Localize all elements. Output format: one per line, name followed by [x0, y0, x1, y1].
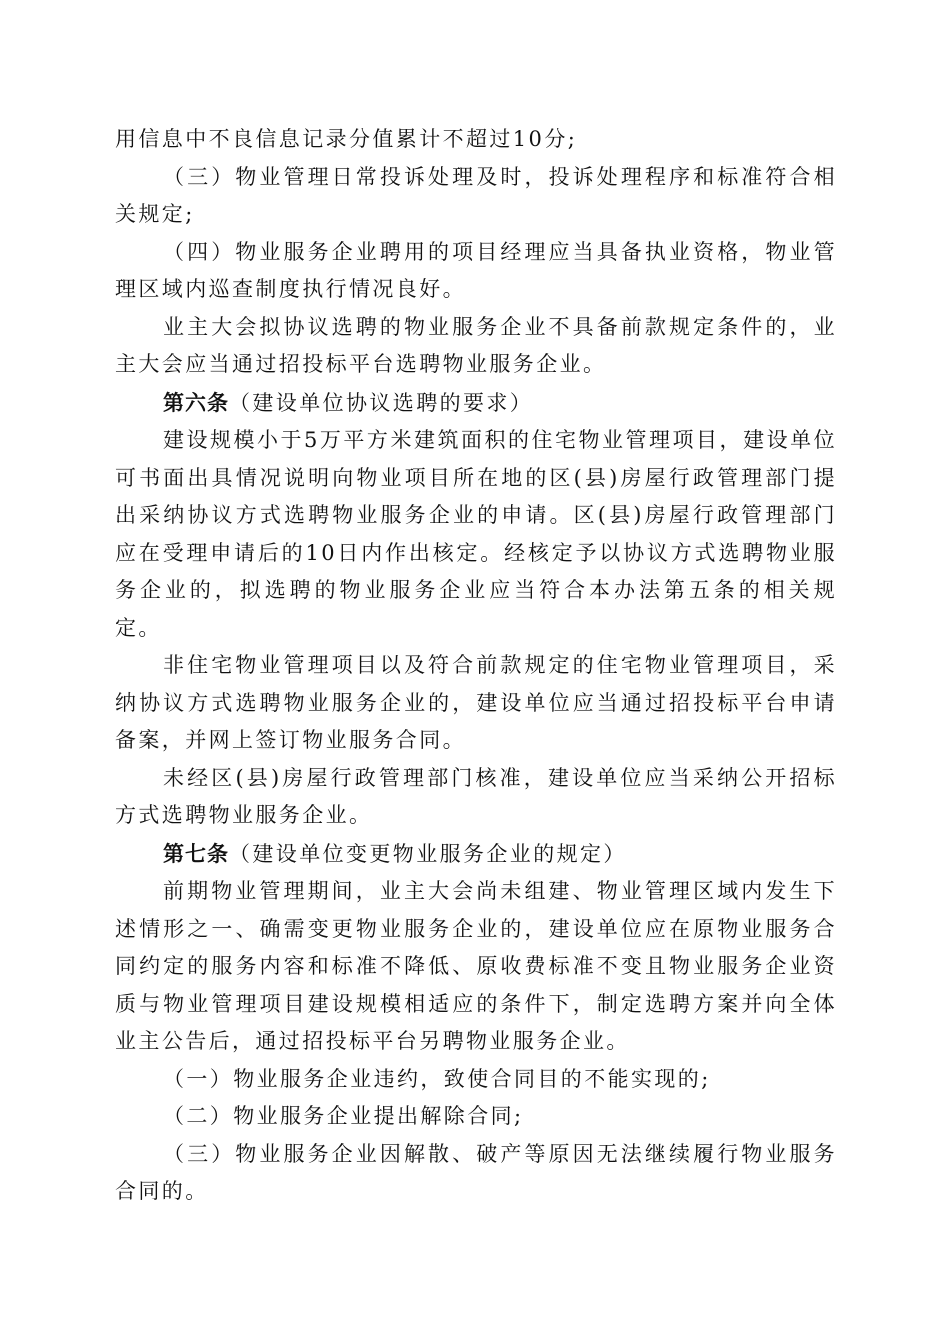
article-heading-7 [115, 835, 837, 874]
article-number: 第六条 [163, 389, 229, 415]
article-subject: （建设单位变更物业服务企业的规定） [229, 841, 627, 866]
paragraph-7 [115, 647, 837, 760]
paragraph-text: 用信息中不良信息记录分值累计不超过10分; [115, 127, 578, 151]
paragraph-text: 非住宅物业管理项目以及符合前款规定的住宅物业管理项目，采纳协议方式选聘物业服务企业的，建设单位应当通过招投标平台申请备案，并网上签订物业服务合同。 [115, 653, 837, 752]
paragraph-text: 建设规模小于5万平方米建筑面积的住宅物业管理项目，建设单位可书面出具情况说明向物业项目所在地的区(县)房屋行政管理部门提出采纳协议方式选聘物业服务企业的申请。区(县)房屋行政管理部门应在受理申请后的10日内作出核定。经核定予以协议方式选聘物业服务企业的，拟选聘的物业服务企业应当符合本办法第五条的相关规定。 [115, 428, 837, 640]
paragraph-text: （三）物业服务企业因解散、破产等原因无法继续履行物业服务合同的。 [115, 1141, 837, 1203]
paragraph-text: （四）物业服务企业聘用的项目经理应当具备执业资格，物业管理区域内巡查制度执行情况良好。 [115, 239, 837, 301]
paragraph-4 [115, 309, 837, 384]
paragraph-6 [115, 422, 837, 647]
paragraph-11 [115, 1061, 837, 1099]
paragraph-text: （二）物业服务企业提出解除合同; [163, 1104, 524, 1128]
paragraph-12 [115, 1098, 837, 1136]
paragraph-text: 未经区(县)房屋行政管理部门核准，建设单位应当采纳公开招标方式选聘物业服务企业。 [115, 765, 837, 827]
article-number: 第七条 [163, 840, 229, 866]
paragraph-8 [115, 760, 837, 835]
paragraph-text: 业主大会拟协议选聘的物业服务企业不具备前款规定条件的，业主大会应当通过招投标平台选聘物业服务企业。 [115, 314, 837, 376]
document-page [115, 121, 837, 1211]
article-heading-6 [115, 384, 837, 423]
article-subject: （建设单位协议选聘的要求） [229, 390, 534, 415]
paragraph-2 [115, 159, 837, 234]
paragraph-1 [115, 121, 837, 159]
paragraph-text: （三）物业管理日常投诉处理及时，投诉处理程序和标准符合相关规定; [115, 164, 837, 226]
paragraph-10 [115, 873, 837, 1061]
paragraph-text: 前期物业管理期间，业主大会尚未组建、物业管理区域内发生下述情形之一、确需变更物业服务企业的，建设单位应在原物业服务合同约定的服务内容和标准不降低、原收费标准不变且物业服务企业资质与物业管理项目建设规模相适应的条件下，制定选聘方案并向全体业主公告后，通过招投标平台另聘物业服务企业。 [115, 879, 837, 1053]
paragraph-13 [115, 1136, 837, 1211]
paragraph-text: （一）物业服务企业违约，致使合同目的不能实现的; [163, 1066, 711, 1091]
paragraph-3 [115, 234, 837, 309]
